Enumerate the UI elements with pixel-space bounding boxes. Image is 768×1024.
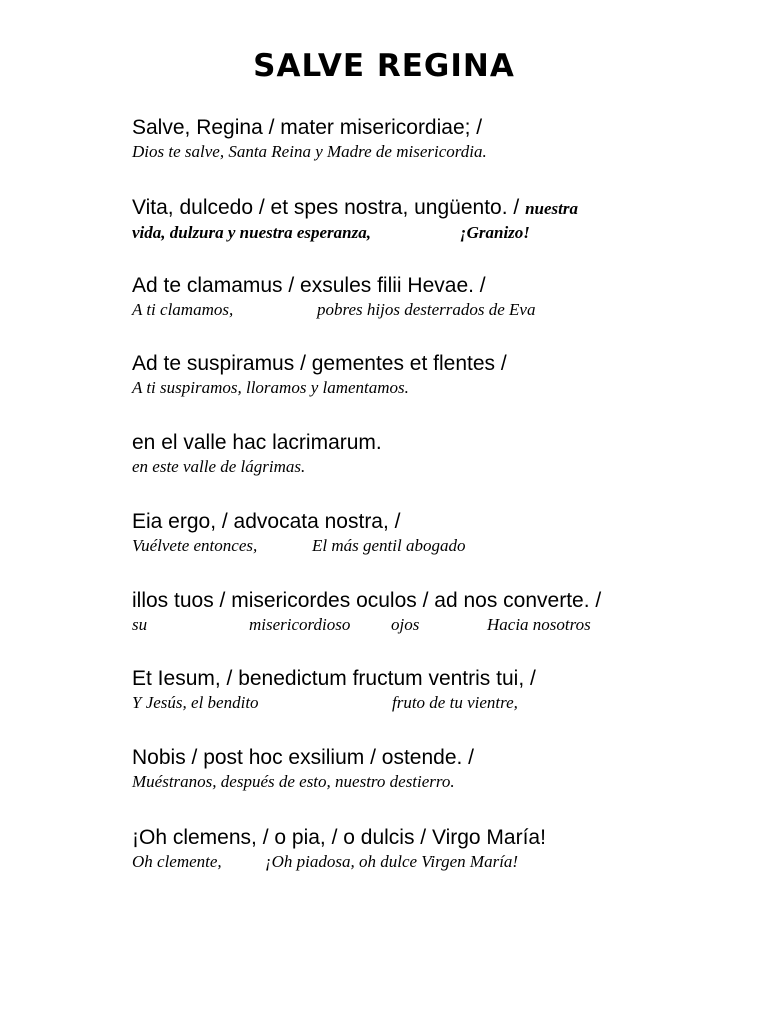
latin-line: Et Iesum, / benedictum fructum ventris tui, / [132, 667, 536, 690]
translation-line: Muéstranos, después de esto, nuestro destierro. [132, 772, 455, 791]
translation-line [132, 299, 732, 321]
latin-line: Ad te clamamus / exsules filii Hevae. / [132, 274, 486, 297]
translation-segment: ¡Granizo! [460, 223, 530, 242]
verse-9 [132, 745, 732, 793]
translation-segment: su [132, 615, 148, 634]
latin-line: Eia ergo, / advocata nostra, / [132, 510, 401, 533]
translation-line [132, 535, 732, 557]
latin-line: illos tuos / misericordes oculos / ad nos converte. / [132, 589, 602, 612]
translation-line [132, 851, 732, 873]
verse-1 [132, 115, 732, 163]
verse-8 [132, 666, 732, 714]
translation-inline: nuestra [525, 199, 578, 218]
translation-segment: El más gentil abogado [312, 536, 466, 555]
latin-line: Salve, Regina / mater misericordiae; / [132, 116, 483, 139]
latin-line: Ad te suspiramus / gementes et flentes / [132, 352, 507, 375]
translation-segment: ¡Oh piadosa, oh dulce Virgen María! [265, 852, 519, 871]
translation-segment: A ti clamamos, [132, 300, 234, 319]
verse-7 [132, 588, 732, 636]
verse-3 [132, 273, 732, 321]
translation-segment: ojos [391, 615, 420, 634]
verse-5 [132, 430, 732, 478]
translation-line [132, 614, 732, 636]
translation-segment: pobres hijos desterrados de Eva [317, 300, 536, 319]
latin-line: ¡Oh clemens, / o pia, / o dulcis / Virgo María! [132, 826, 546, 849]
latin-text: Vita, dulcedo / et spes nostra, ungüento. / [132, 196, 520, 219]
latin-line: en el valle hac lacrimarum. [132, 431, 382, 454]
translation-segment: Y Jesús, el bendito [132, 693, 259, 712]
translation-line [132, 692, 732, 714]
translation-line: A ti suspiramos, lloramos y lamentamos. [132, 378, 409, 397]
translation-line: en este valle de lágrimas. [132, 457, 306, 476]
translation-segment: Oh clemente, [132, 852, 222, 871]
verse-4 [132, 351, 732, 399]
translation-segment: misericordioso [249, 615, 351, 634]
verse-6 [132, 509, 732, 557]
translation-line: Dios te salve, Santa Reina y Madre de misericordia. [132, 142, 487, 161]
verse-10 [132, 825, 732, 873]
translation-segment: Vuélvete entonces, [132, 536, 258, 555]
page-title: SALVE REGINA [253, 48, 515, 84]
translation-segment: Hacia nosotros [487, 615, 591, 634]
verse-2 [132, 195, 732, 244]
translation-line [132, 222, 732, 244]
latin-line [132, 195, 732, 222]
latin-line: Nobis / post hoc exsilium / ostende. / [132, 746, 474, 769]
translation-segment: fruto de tu vientre, [392, 693, 518, 712]
translation-segment: vida, dulzura y nuestra esperanza, [132, 223, 371, 242]
